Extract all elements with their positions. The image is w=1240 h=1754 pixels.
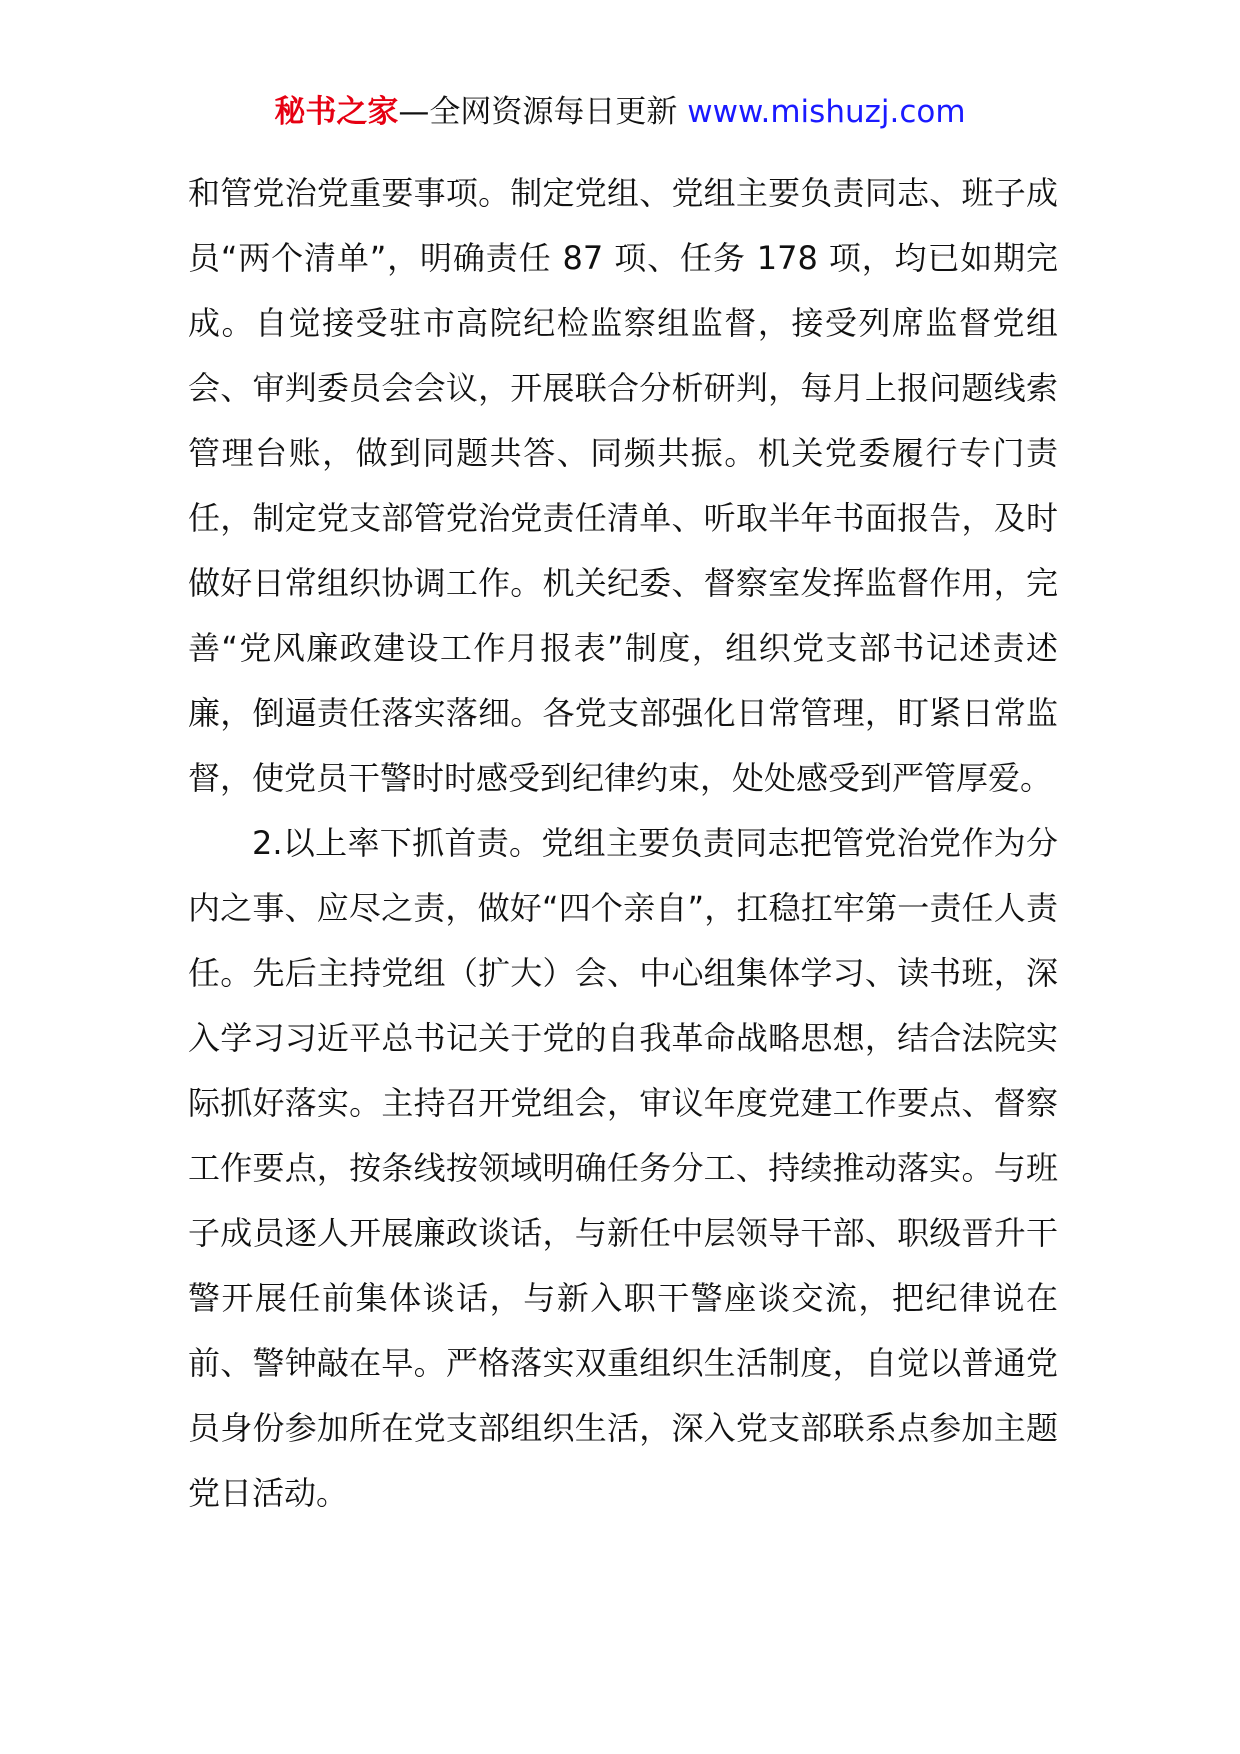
site-url-link[interactable]: www.mishuzj.com: [687, 94, 966, 130]
brand-name: 秘书之家: [274, 94, 399, 130]
header-tagline: —全网资源每日更新: [398, 94, 688, 130]
body-paragraph-2: 2.以上率下抓首责。党组主要负责同志把管党治党作为分内之事、应尽之责，做好“四个亲自”，扛稳扛牢第一责任人责任。先后主持党组（扩大）会、中心组集体学习、读书班，深入学习习近平总书记关于党的自我革命战略思想，结合法院实际抓好落实。主持召开党组会，审议年度党建工作要点、督察工作要点，按条线按领域明确任务分工、持续推动落实。与班子成员逐人开展廉政谈话，与新任中层领导干部、职级晋升干警开展任前集体谈话，与新入职干警座谈交流，把纪律说在前、警钟敲在早。严格落实双重组织生活制度，自觉以普通党员身份参加所在党支部组织生活，深入党支部联系点参加主题党日活动。: [188, 824, 1058, 1512]
page-header: [0, 92, 1240, 132]
body-paragraph-1: 和管党治党重要事项。制定党组、党组主要负责同志、班子成员“两个清单”，明确责任 87 项、任务 178 项，均已如期完成。自觉接受驻市高院纪检监察组监督，接受列席监督党组会、审判委员会会议，开展联合分析研判，每月上报问题线索管理台账，做到同题共答、同频共振。机关党委履行专门责任，制定党支部管党治党责任清单、听取半年书面报告，及时做好日常组织协调工作。机关纪委、督察室发挥监督作用，完善“党风廉政建设工作月报表”制度，组织党支部书记述责述廉，倒逼责任落实落细。各党支部强化日常管理，盯紧日常监督，使党员干警时时感受到纪律约束，处处感受到严管厚爱。: [188, 174, 1058, 797]
document-body: [188, 161, 1058, 1526]
